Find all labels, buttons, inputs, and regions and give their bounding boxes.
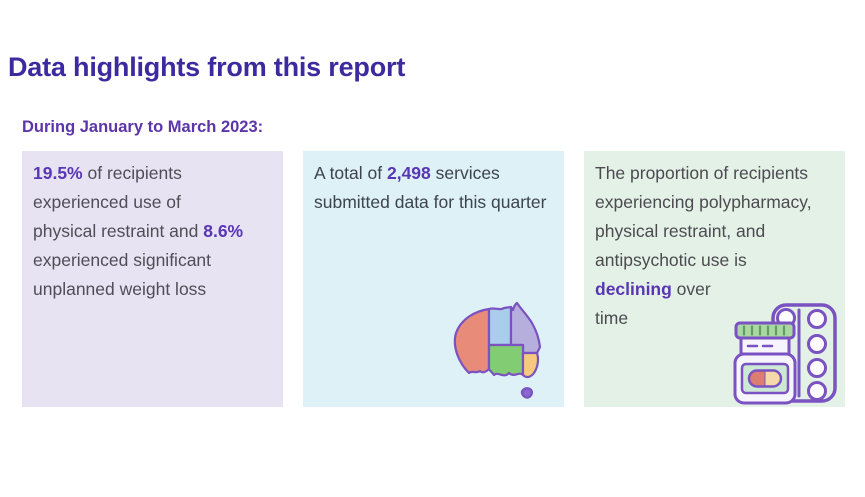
report-period-subtitle: During January to March 2023: bbox=[22, 118, 264, 136]
page-title: Data highlights from this report bbox=[8, 52, 406, 82]
map-state-wa bbox=[455, 309, 489, 373]
map-state-nsw bbox=[523, 353, 538, 377]
medicine-jar-blister-pack-icon bbox=[728, 297, 840, 405]
australia-map-icon bbox=[447, 301, 547, 401]
map-state-sa bbox=[489, 345, 523, 375]
card-text-segment: of recipients experienced use of physical restraint and bbox=[33, 163, 204, 241]
stat-declining: declining bbox=[595, 279, 672, 299]
blister-pill bbox=[809, 383, 826, 400]
card-text bbox=[33, 159, 248, 304]
card-services-submitted bbox=[303, 151, 564, 407]
blister-pill bbox=[809, 336, 826, 353]
stat-physical-restraint-pct: 19.5% bbox=[33, 163, 83, 183]
stat-services-count: 2,498 bbox=[386, 163, 431, 183]
card-text-segment: A total of bbox=[314, 163, 387, 183]
map-state-tas bbox=[522, 388, 532, 397]
map-state-nt bbox=[489, 307, 511, 345]
card-text-segment: The proportion of recipients experiencing polypharmacy, physical restraint, and antipsychotic use is bbox=[595, 163, 812, 270]
blister-pill bbox=[809, 311, 826, 328]
card-text-segment: services submitted data for this quarter bbox=[314, 163, 547, 212]
stat-weight-loss-pct: 8.6% bbox=[203, 221, 244, 241]
card-text bbox=[314, 159, 552, 217]
blister-pill bbox=[809, 360, 826, 377]
card-declining-indicators bbox=[584, 151, 845, 407]
card-text-segment: over time bbox=[595, 279, 711, 328]
card-text-tail bbox=[595, 275, 745, 333]
highlight-cards-row bbox=[22, 151, 845, 407]
card-text-segment: experienced significant unplanned weight loss bbox=[33, 250, 212, 299]
card-physical-restraint-weight-loss bbox=[22, 151, 283, 407]
